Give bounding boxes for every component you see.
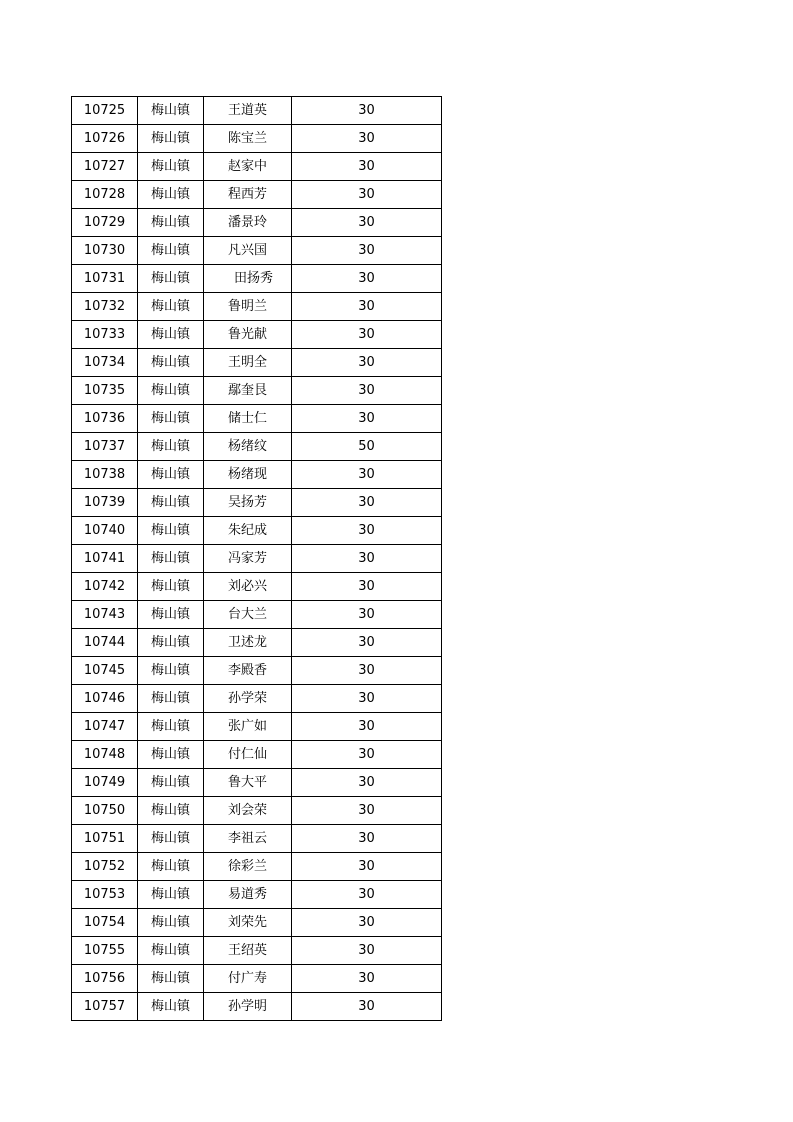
cell-amount: 30 (292, 237, 442, 265)
cell-id: 10730 (72, 237, 138, 265)
cell-town: 梅山镇 (138, 97, 204, 125)
cell-amount: 30 (292, 881, 442, 909)
cell-id: 10756 (72, 965, 138, 993)
cell-id: 10732 (72, 293, 138, 321)
cell-town: 梅山镇 (138, 993, 204, 1021)
table-row (72, 433, 442, 461)
cell-amount: 30 (292, 461, 442, 489)
cell-town: 梅山镇 (138, 517, 204, 545)
table-row (72, 769, 442, 797)
cell-name: 付广寿 (204, 965, 292, 993)
table-row (72, 797, 442, 825)
cell-amount: 30 (292, 349, 442, 377)
cell-town: 梅山镇 (138, 769, 204, 797)
table-row (72, 881, 442, 909)
cell-amount: 30 (292, 545, 442, 573)
cell-id: 10749 (72, 769, 138, 797)
cell-amount: 30 (292, 853, 442, 881)
roster-table (71, 96, 442, 1021)
cell-town: 梅山镇 (138, 265, 204, 293)
cell-name: 冯家芳 (204, 545, 292, 573)
cell-amount: 30 (292, 293, 442, 321)
roster-table-body (72, 97, 442, 1021)
cell-name: 杨绪现 (204, 461, 292, 489)
table-row (72, 909, 442, 937)
cell-id: 10751 (72, 825, 138, 853)
cell-id: 10739 (72, 489, 138, 517)
cell-id: 10733 (72, 321, 138, 349)
cell-amount: 30 (292, 181, 442, 209)
cell-name: 王道英 (204, 97, 292, 125)
cell-town: 梅山镇 (138, 797, 204, 825)
cell-id: 10735 (72, 377, 138, 405)
cell-name: 孙学明 (204, 993, 292, 1021)
table-row (72, 237, 442, 265)
cell-name: 储士仁 (204, 405, 292, 433)
cell-amount: 30 (292, 965, 442, 993)
cell-amount: 30 (292, 909, 442, 937)
cell-id: 10748 (72, 741, 138, 769)
cell-id: 10747 (72, 713, 138, 741)
cell-town: 梅山镇 (138, 405, 204, 433)
cell-name: 卫述龙 (204, 629, 292, 657)
cell-id: 10742 (72, 573, 138, 601)
cell-id: 10741 (72, 545, 138, 573)
cell-town: 梅山镇 (138, 825, 204, 853)
table-row (72, 993, 442, 1021)
cell-amount: 30 (292, 489, 442, 517)
cell-amount: 30 (292, 321, 442, 349)
cell-amount: 30 (292, 517, 442, 545)
cell-town: 梅山镇 (138, 489, 204, 517)
table-row (72, 685, 442, 713)
cell-name: 刘必兴 (204, 573, 292, 601)
cell-amount: 30 (292, 601, 442, 629)
table-row (72, 517, 442, 545)
table-row (72, 265, 442, 293)
table-row (72, 657, 442, 685)
cell-id: 10745 (72, 657, 138, 685)
cell-id: 10752 (72, 853, 138, 881)
table-row (72, 405, 442, 433)
cell-name: 凡兴国 (204, 237, 292, 265)
cell-id: 10743 (72, 601, 138, 629)
table-row (72, 741, 442, 769)
cell-town: 梅山镇 (138, 377, 204, 405)
table-row (72, 545, 442, 573)
cell-id: 10753 (72, 881, 138, 909)
cell-id: 10744 (72, 629, 138, 657)
cell-id: 10746 (72, 685, 138, 713)
cell-amount: 30 (292, 265, 442, 293)
cell-id: 10729 (72, 209, 138, 237)
cell-amount: 30 (292, 405, 442, 433)
table-row (72, 461, 442, 489)
cell-name: 鲁光献 (204, 321, 292, 349)
cell-name: 鄢奎艮 (204, 377, 292, 405)
cell-name: 赵家中 (204, 153, 292, 181)
cell-name: 刘荣先 (204, 909, 292, 937)
cell-amount: 30 (292, 377, 442, 405)
cell-id: 10731 (72, 265, 138, 293)
cell-amount: 30 (292, 685, 442, 713)
table-row (72, 573, 442, 601)
cell-town: 梅山镇 (138, 713, 204, 741)
table-row (72, 713, 442, 741)
cell-town: 梅山镇 (138, 433, 204, 461)
table-row (72, 853, 442, 881)
table-row (72, 629, 442, 657)
table-row (72, 125, 442, 153)
cell-name: 付仁仙 (204, 741, 292, 769)
cell-amount: 30 (292, 629, 442, 657)
cell-name: 张广如 (204, 713, 292, 741)
cell-town: 梅山镇 (138, 657, 204, 685)
cell-town: 梅山镇 (138, 629, 204, 657)
cell-name: 杨绪纹 (204, 433, 292, 461)
table-row (72, 377, 442, 405)
cell-name: 王绍英 (204, 937, 292, 965)
cell-town: 梅山镇 (138, 937, 204, 965)
cell-id: 10757 (72, 993, 138, 1021)
cell-amount: 30 (292, 713, 442, 741)
cell-town: 梅山镇 (138, 573, 204, 601)
table-row (72, 153, 442, 181)
cell-name: 台大兰 (204, 601, 292, 629)
cell-town: 梅山镇 (138, 293, 204, 321)
cell-name: 易道秀 (204, 881, 292, 909)
cell-town: 梅山镇 (138, 601, 204, 629)
cell-id: 10726 (72, 125, 138, 153)
cell-amount: 30 (292, 769, 442, 797)
cell-id: 10725 (72, 97, 138, 125)
cell-amount: 30 (292, 573, 442, 601)
cell-amount: 30 (292, 657, 442, 685)
cell-name: 李祖云 (204, 825, 292, 853)
cell-id: 10738 (72, 461, 138, 489)
cell-town: 梅山镇 (138, 909, 204, 937)
cell-town: 梅山镇 (138, 545, 204, 573)
cell-name: 刘会荣 (204, 797, 292, 825)
table-row (72, 209, 442, 237)
cell-name: 吴扬芳 (204, 489, 292, 517)
cell-amount: 30 (292, 125, 442, 153)
cell-amount: 30 (292, 741, 442, 769)
cell-amount: 30 (292, 97, 442, 125)
table-row (72, 965, 442, 993)
table-row (72, 601, 442, 629)
cell-id: 10736 (72, 405, 138, 433)
cell-amount: 30 (292, 209, 442, 237)
table-row (72, 97, 442, 125)
cell-amount: 50 (292, 433, 442, 461)
cell-town: 梅山镇 (138, 965, 204, 993)
cell-name: 徐彩兰 (204, 853, 292, 881)
cell-name: 朱纪成 (204, 517, 292, 545)
cell-id: 10740 (72, 517, 138, 545)
cell-town: 梅山镇 (138, 349, 204, 377)
cell-name: 田扬秀 (204, 265, 292, 293)
table-row (72, 321, 442, 349)
cell-town: 梅山镇 (138, 741, 204, 769)
cell-town: 梅山镇 (138, 181, 204, 209)
table-row (72, 825, 442, 853)
cell-name: 鲁大平 (204, 769, 292, 797)
table-row (72, 937, 442, 965)
cell-town: 梅山镇 (138, 125, 204, 153)
table-row (72, 489, 442, 517)
cell-town: 梅山镇 (138, 461, 204, 489)
cell-name: 程西芳 (204, 181, 292, 209)
cell-town: 梅山镇 (138, 209, 204, 237)
cell-name: 鲁明兰 (204, 293, 292, 321)
cell-id: 10727 (72, 153, 138, 181)
cell-town: 梅山镇 (138, 237, 204, 265)
cell-id: 10734 (72, 349, 138, 377)
cell-amount: 30 (292, 937, 442, 965)
cell-id: 10750 (72, 797, 138, 825)
cell-amount: 30 (292, 993, 442, 1021)
cell-town: 梅山镇 (138, 321, 204, 349)
cell-id: 10728 (72, 181, 138, 209)
cell-id: 10755 (72, 937, 138, 965)
cell-id: 10737 (72, 433, 138, 461)
cell-town: 梅山镇 (138, 685, 204, 713)
cell-name: 李殿香 (204, 657, 292, 685)
cell-amount: 30 (292, 153, 442, 181)
cell-name: 孙学荣 (204, 685, 292, 713)
cell-name: 陈宝兰 (204, 125, 292, 153)
table-row (72, 181, 442, 209)
table-row (72, 349, 442, 377)
cell-amount: 30 (292, 797, 442, 825)
cell-id: 10754 (72, 909, 138, 937)
cell-name: 王明全 (204, 349, 292, 377)
cell-amount: 30 (292, 825, 442, 853)
cell-town: 梅山镇 (138, 153, 204, 181)
cell-name: 潘景玲 (204, 209, 292, 237)
table-row (72, 293, 442, 321)
cell-town: 梅山镇 (138, 881, 204, 909)
cell-town: 梅山镇 (138, 853, 204, 881)
